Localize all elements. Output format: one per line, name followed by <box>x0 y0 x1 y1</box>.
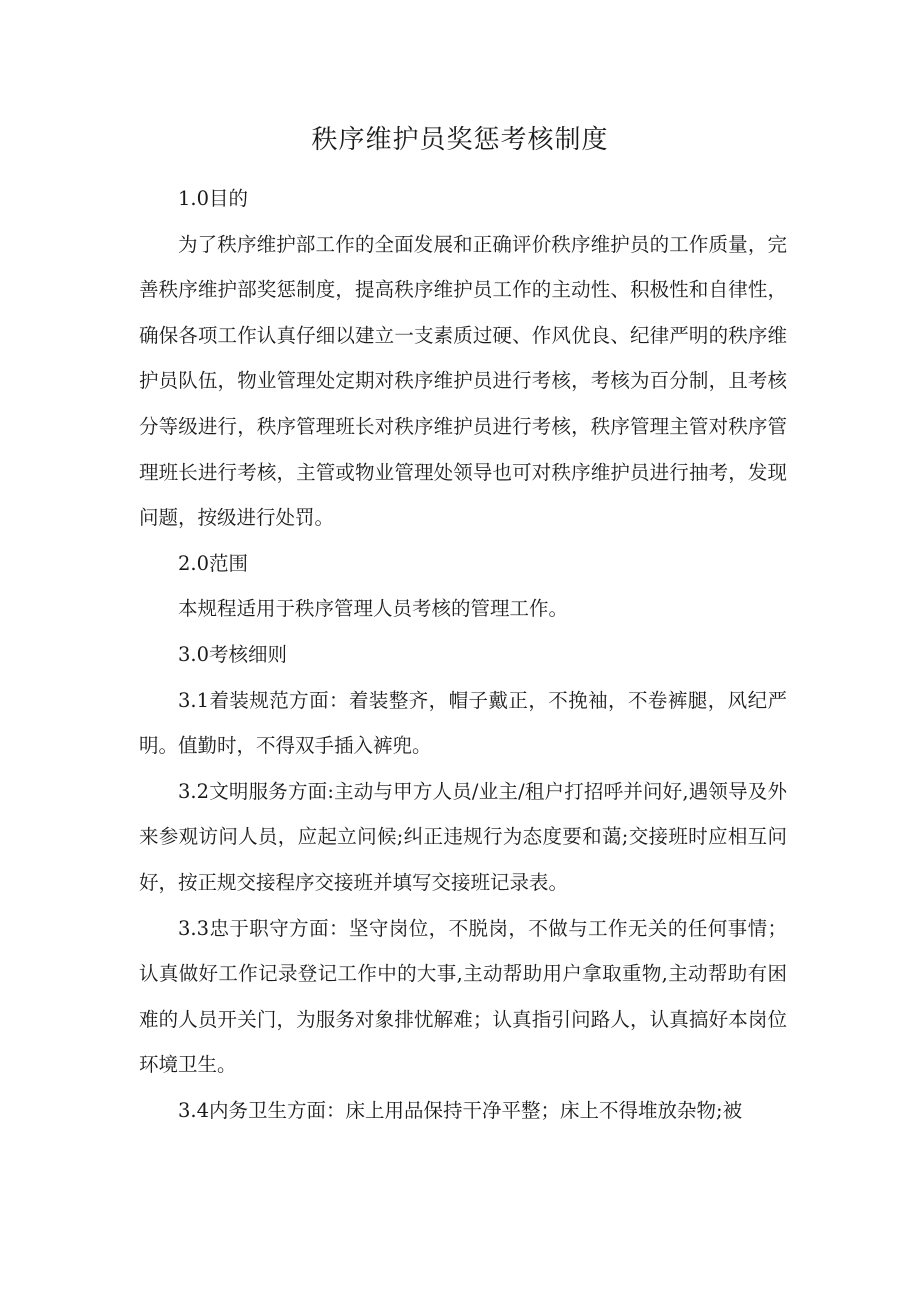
document-title: 秩序维护员奖惩考核制度 <box>311 125 609 155</box>
document-body <box>139 176 787 1133</box>
section-heading-assessment-rules: 3.0考核细则 <box>178 642 288 666</box>
paragraph-scope: 本规程适用于秩序管理人员考核的管理工作。 <box>178 597 569 621</box>
paragraph-housekeeping: 3.4内务卫生方面：床上用品保持干净平整；床上不得堆放杂物;被 <box>178 1098 743 1122</box>
section-heading-purpose: 1.0目的 <box>178 187 249 210</box>
paragraph-duty-loyalty: 3.3忠于职守方面：坚守岗位，不脱岗，不做与工作无关的任何事情；认真做好工作记录登记工作中的大事,主动帮助用户拿取重物,主动帮助有困难的人员开关门，为服务对象排忧解难；认真指引问路人，认真搞好本岗位环境卫生。 <box>139 916 787 1077</box>
section-heading-scope: 2.0范围 <box>178 551 249 575</box>
paragraph-dress-code: 3.1着装规范方面：着装整齐，帽子戴正，不挽袖，不卷裤腿，风纪严明。值勤时，不得双手插入裤兜。 <box>139 688 787 758</box>
paragraph-civil-service: 3.2文明服务方面:主动与甲方人员/业主/租户打招呼并问好,遇领导及外来参观访问人员，应起立问候;纠正违规行为态度要和蔼;交接班时应相互问好，按正规交接程序交接班并填写交接班记录表。 <box>139 779 787 894</box>
paragraph-purpose: 为了秩序维护部工作的全面发展和正确评价秩序维护员的工作质量，完善秩序维护部奖惩制度，提高秩序维护员工作的主动性、积极性和自律性，确保各项工作认真仔细以建立一支素质过硬、作风优良、纪律严明的秩序维护员队伍，物业管理处定期对秩序维护员进行考核，考核为百分制，且考核分等级进行，秩序管理班长对秩序维护员进行考核，秩序管理主管对秩序管理班长进行考核，主管或物业管理处领导也可对秩序维护员进行抽考，发现问题，按级进行处罚。 <box>139 232 787 530</box>
